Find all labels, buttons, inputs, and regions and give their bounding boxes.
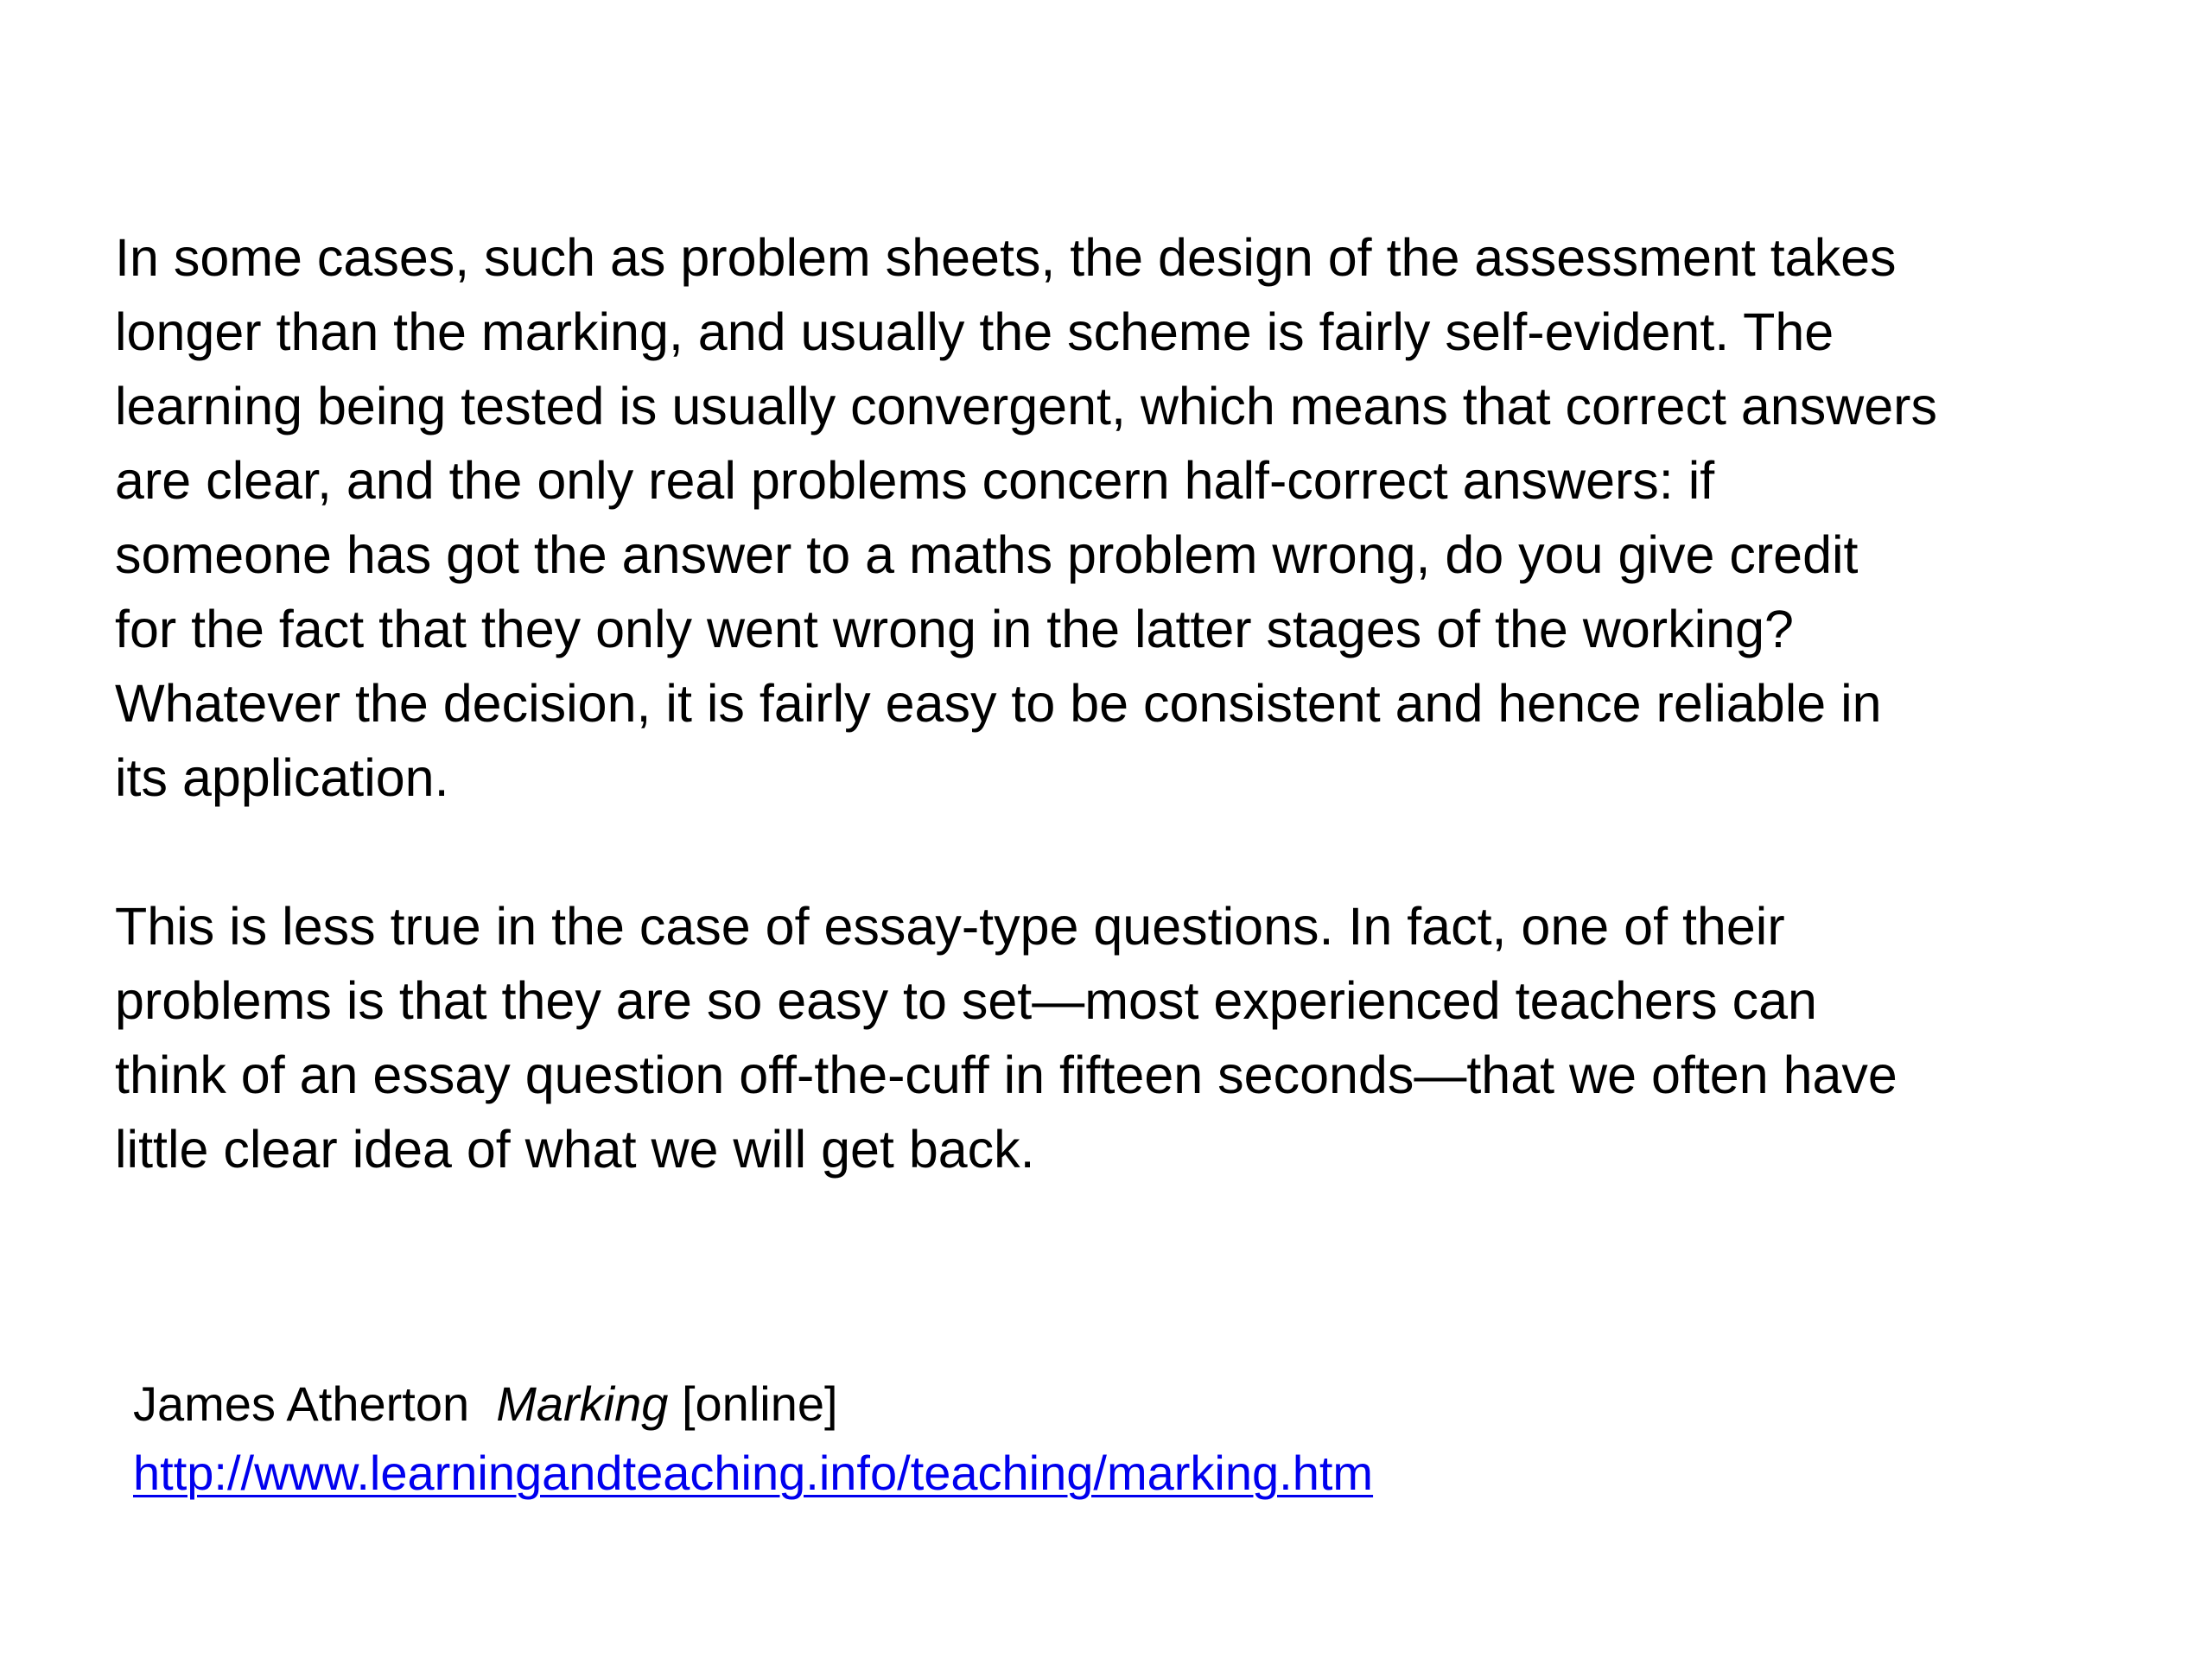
citation <box>133 1370 2034 1508</box>
citation-line <box>133 1370 2034 1439</box>
citation-title: Marking <box>496 1376 669 1431</box>
paragraph-essay-questions: This is less true in the case of essay-type questions. In fact, one of their problems is that they are so easy to set—most experienced teachers can think of an essay question off-the-cuff in fifteen seconds—that we often have little clear idea of what we will get back. <box>115 897 1897 1179</box>
citation-link[interactable]: http://www.learningandteaching.info/teaching/marking.htm <box>133 1446 1374 1500</box>
citation-author: James Atherton <box>133 1376 470 1431</box>
citation-link-line <box>133 1439 2034 1508</box>
paragraph-problem-sheets: In some cases, such as problem sheets, the design of the assessment takes longer than the marking, and usually the scheme is fairly self-evident. The learning being tested is usually convergent, which means that correct answers are clear, and the only real problems concern half-correct answers: if someone has got the answer to a maths problem wrong, do you give credit for the fact that they only went wrong in the latter stages of the working? Whatever the decision, it is fairly easy to be consistent and hence reliable in its application. <box>115 228 1937 807</box>
body-text <box>115 220 2120 1186</box>
citation-medium: [online] <box>681 1376 838 1431</box>
